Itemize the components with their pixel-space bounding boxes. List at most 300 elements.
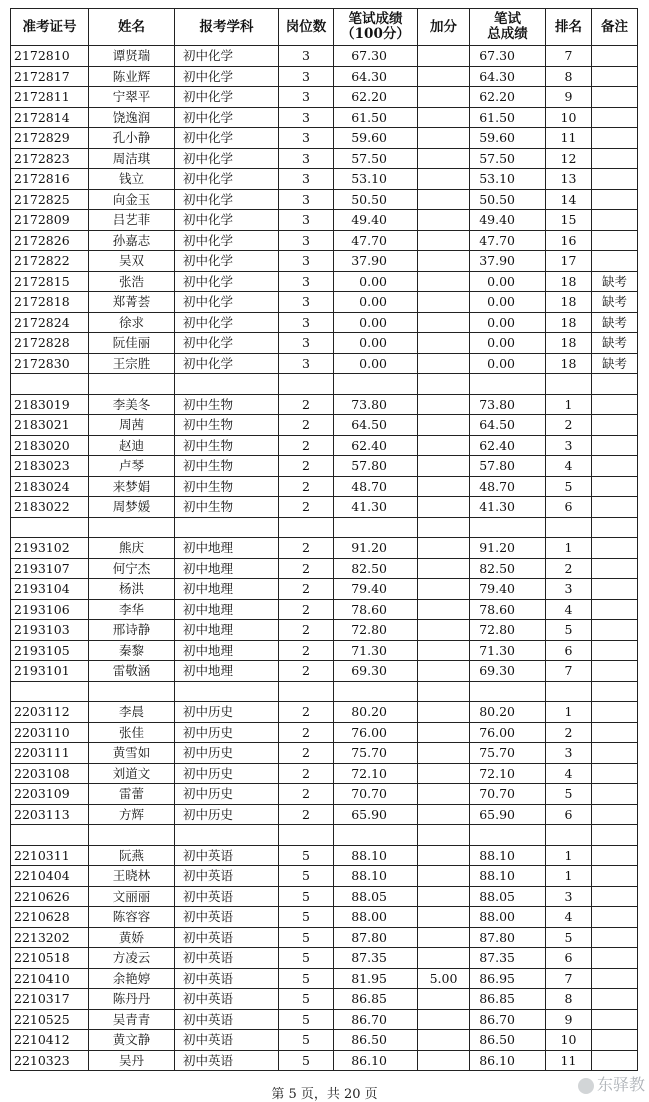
empty-cell — [418, 374, 470, 395]
table-row — [11, 558, 638, 579]
header-name: 姓名 — [89, 9, 175, 46]
cell-name: 黄娇 — [89, 927, 175, 948]
cell-score: 65.90 — [334, 804, 418, 825]
table-row — [11, 702, 638, 723]
cell-id: 2203113 — [11, 804, 89, 825]
cell-total: 70.70 — [470, 784, 546, 805]
cell-score: 73.80 — [334, 394, 418, 415]
cell-name: 杨洪 — [89, 579, 175, 600]
cell-score: 71.30 — [334, 640, 418, 661]
cell-score: 79.40 — [334, 579, 418, 600]
cell-subject: 初中英语 — [175, 886, 279, 907]
cell-name: 郑菁荟 — [89, 292, 175, 313]
cell-bonus — [418, 497, 470, 518]
table-row — [11, 743, 638, 764]
cell-total: 76.00 — [470, 722, 546, 743]
cell-positions: 2 — [279, 538, 334, 559]
table-row — [11, 784, 638, 805]
cell-subject: 初中英语 — [175, 845, 279, 866]
cell-total: 86.95 — [470, 968, 546, 989]
cell-bonus — [418, 292, 470, 313]
header-note: 备注 — [592, 9, 638, 46]
table-row — [11, 333, 638, 354]
cell-id: 2193104 — [11, 579, 89, 600]
empty-cell — [592, 825, 638, 846]
cell-note — [592, 845, 638, 866]
cell-bonus — [418, 333, 470, 354]
section-gap-row — [11, 374, 638, 395]
cell-total: 67.30 — [470, 46, 546, 67]
score-table — [10, 8, 638, 1071]
cell-positions: 2 — [279, 743, 334, 764]
cell-total: 0.00 — [470, 271, 546, 292]
cell-subject: 初中化学 — [175, 292, 279, 313]
cell-id: 2172825 — [11, 189, 89, 210]
cell-rank: 17 — [546, 251, 592, 272]
cell-total: 88.10 — [470, 866, 546, 887]
cell-id: 2183024 — [11, 476, 89, 497]
cell-subject: 初中英语 — [175, 948, 279, 969]
cell-total: 64.30 — [470, 66, 546, 87]
cell-rank: 13 — [546, 169, 592, 190]
cell-note — [592, 497, 638, 518]
empty-cell — [334, 825, 418, 846]
cell-id: 2183023 — [11, 456, 89, 477]
table-row — [11, 271, 638, 292]
cell-positions: 2 — [279, 394, 334, 415]
cell-note — [592, 1050, 638, 1071]
cell-id: 2193103 — [11, 620, 89, 641]
cell-score: 61.50 — [334, 107, 418, 128]
cell-positions: 5 — [279, 866, 334, 887]
cell-subject: 初中化学 — [175, 46, 279, 67]
cell-name: 孙嘉志 — [89, 230, 175, 251]
empty-cell — [279, 517, 334, 538]
cell-total: 88.10 — [470, 845, 546, 866]
cell-rank: 8 — [546, 66, 592, 87]
cell-name: 王宗胜 — [89, 353, 175, 374]
cell-score: 49.40 — [334, 210, 418, 231]
cell-bonus — [418, 128, 470, 149]
cell-bonus — [418, 784, 470, 805]
cell-id: 2213202 — [11, 927, 89, 948]
cell-rank: 16 — [546, 230, 592, 251]
cell-bonus — [418, 722, 470, 743]
cell-rank: 3 — [546, 886, 592, 907]
cell-bonus — [418, 702, 470, 723]
cell-total: 73.80 — [470, 394, 546, 415]
cell-note — [592, 743, 638, 764]
cell-name: 熊庆 — [89, 538, 175, 559]
cell-subject: 初中化学 — [175, 66, 279, 87]
cell-subject: 初中英语 — [175, 927, 279, 948]
cell-positions: 2 — [279, 722, 334, 743]
cell-positions: 5 — [279, 845, 334, 866]
table-row — [11, 907, 638, 928]
cell-positions: 3 — [279, 148, 334, 169]
cell-rank: 5 — [546, 927, 592, 948]
cell-bonus — [418, 46, 470, 67]
cell-subject: 初中英语 — [175, 866, 279, 887]
cell-name: 吴青青 — [89, 1009, 175, 1030]
cell-score: 0.00 — [334, 333, 418, 354]
cell-total: 86.10 — [470, 1050, 546, 1071]
table-row — [11, 620, 638, 641]
cell-note — [592, 599, 638, 620]
cell-bonus — [418, 271, 470, 292]
cell-bonus — [418, 989, 470, 1010]
table-row — [11, 394, 638, 415]
cell-note — [592, 148, 638, 169]
cell-bonus — [418, 476, 470, 497]
cell-name: 方凌云 — [89, 948, 175, 969]
cell-subject: 初中化学 — [175, 148, 279, 169]
cell-subject: 初中英语 — [175, 907, 279, 928]
table-row — [11, 1009, 638, 1030]
cell-note: 缺考 — [592, 312, 638, 333]
cell-subject: 初中历史 — [175, 784, 279, 805]
cell-subject: 初中地理 — [175, 538, 279, 559]
cell-positions: 5 — [279, 1009, 334, 1030]
cell-positions: 3 — [279, 128, 334, 149]
cell-note — [592, 456, 638, 477]
cell-id: 2172824 — [11, 312, 89, 333]
cell-positions: 2 — [279, 476, 334, 497]
table-row — [11, 189, 638, 210]
cell-rank: 1 — [546, 702, 592, 723]
cell-name: 周洁琪 — [89, 148, 175, 169]
cell-id: 2210626 — [11, 886, 89, 907]
cell-subject: 初中化学 — [175, 271, 279, 292]
table-body — [11, 46, 638, 1071]
cell-rank: 8 — [546, 989, 592, 1010]
cell-bonus — [418, 661, 470, 682]
table-row — [11, 230, 638, 251]
cell-note: 缺考 — [592, 292, 638, 313]
table-row — [11, 312, 638, 333]
cell-subject: 初中地理 — [175, 620, 279, 641]
cell-subject: 初中历史 — [175, 743, 279, 764]
cell-score: 0.00 — [334, 271, 418, 292]
cell-score: 41.30 — [334, 497, 418, 518]
empty-cell — [592, 374, 638, 395]
cell-id: 2183019 — [11, 394, 89, 415]
cell-name: 吴丹 — [89, 1050, 175, 1071]
table-row — [11, 948, 638, 969]
empty-cell — [175, 825, 279, 846]
cell-note — [592, 251, 638, 272]
cell-total: 0.00 — [470, 312, 546, 333]
cell-total: 71.30 — [470, 640, 546, 661]
cell-rank: 18 — [546, 333, 592, 354]
cell-note: 缺考 — [592, 353, 638, 374]
cell-subject: 初中化学 — [175, 251, 279, 272]
cell-bonus — [418, 87, 470, 108]
cell-subject: 初中英语 — [175, 1030, 279, 1051]
cell-id: 2183020 — [11, 435, 89, 456]
cell-rank: 7 — [546, 46, 592, 67]
table-row — [11, 722, 638, 743]
cell-score: 91.20 — [334, 538, 418, 559]
table-row — [11, 640, 638, 661]
cell-bonus — [418, 230, 470, 251]
empty-cell — [279, 374, 334, 395]
cell-id: 2172826 — [11, 230, 89, 251]
cell-bonus — [418, 312, 470, 333]
cell-total: 86.50 — [470, 1030, 546, 1051]
cell-rank: 4 — [546, 599, 592, 620]
cell-name: 方辉 — [89, 804, 175, 825]
cell-score: 37.90 — [334, 251, 418, 272]
cell-subject: 初中生物 — [175, 394, 279, 415]
cell-positions: 3 — [279, 312, 334, 333]
cell-positions: 2 — [279, 456, 334, 477]
cell-score: 0.00 — [334, 353, 418, 374]
cell-bonus — [418, 620, 470, 641]
table-row — [11, 292, 638, 313]
cell-rank: 4 — [546, 907, 592, 928]
table-row — [11, 353, 638, 374]
cell-subject: 初中英语 — [175, 1009, 279, 1030]
cell-note — [592, 763, 638, 784]
cell-subject: 初中地理 — [175, 579, 279, 600]
cell-id: 2172829 — [11, 128, 89, 149]
empty-cell — [11, 517, 89, 538]
cell-positions: 3 — [279, 87, 334, 108]
cell-bonus — [418, 927, 470, 948]
cell-bonus — [418, 743, 470, 764]
cell-subject: 初中地理 — [175, 640, 279, 661]
cell-id: 2172828 — [11, 333, 89, 354]
cell-score: 88.00 — [334, 907, 418, 928]
empty-cell — [592, 681, 638, 702]
cell-rank: 5 — [546, 476, 592, 497]
cell-rank: 6 — [546, 948, 592, 969]
cell-bonus — [418, 210, 470, 231]
cell-positions: 5 — [279, 989, 334, 1010]
header-score-line2: （100分） — [341, 26, 410, 42]
cell-note — [592, 128, 638, 149]
score-sheet — [10, 8, 637, 1071]
cell-rank: 10 — [546, 107, 592, 128]
cell-score: 0.00 — [334, 312, 418, 333]
empty-cell — [175, 517, 279, 538]
cell-note — [592, 1030, 638, 1051]
cell-bonus — [418, 948, 470, 969]
cell-subject: 初中生物 — [175, 435, 279, 456]
cell-positions: 3 — [279, 210, 334, 231]
cell-score: 62.20 — [334, 87, 418, 108]
cell-subject: 初中化学 — [175, 189, 279, 210]
cell-note — [592, 415, 638, 436]
cell-note — [592, 476, 638, 497]
cell-bonus — [418, 845, 470, 866]
table-row — [11, 845, 638, 866]
table-header-row — [11, 9, 638, 46]
cell-id: 2172816 — [11, 169, 89, 190]
cell-subject: 初中生物 — [175, 415, 279, 436]
header-positions: 岗位数 — [279, 9, 334, 46]
cell-total: 87.35 — [470, 948, 546, 969]
cell-subject: 初中英语 — [175, 968, 279, 989]
cell-subject: 初中生物 — [175, 476, 279, 497]
cell-name: 赵迪 — [89, 435, 175, 456]
table-row — [11, 476, 638, 497]
cell-note — [592, 907, 638, 928]
cell-positions: 3 — [279, 353, 334, 374]
cell-rank: 10 — [546, 1030, 592, 1051]
table-row — [11, 866, 638, 887]
cell-positions: 5 — [279, 907, 334, 928]
cell-name: 秦黎 — [89, 640, 175, 661]
empty-cell — [546, 681, 592, 702]
section-gap-row — [11, 681, 638, 702]
cell-name: 何宁杰 — [89, 558, 175, 579]
cell-total: 0.00 — [470, 353, 546, 374]
cell-total: 57.50 — [470, 148, 546, 169]
cell-name: 周茜 — [89, 415, 175, 436]
cell-name: 吕艺菲 — [89, 210, 175, 231]
cell-positions: 2 — [279, 702, 334, 723]
header-score — [334, 9, 418, 46]
cell-id: 2183021 — [11, 415, 89, 436]
cell-score: 75.70 — [334, 743, 418, 764]
cell-subject: 初中英语 — [175, 989, 279, 1010]
cell-id: 2172810 — [11, 46, 89, 67]
cell-id: 2193105 — [11, 640, 89, 661]
cell-name: 卢琴 — [89, 456, 175, 477]
table-row — [11, 66, 638, 87]
table-row — [11, 599, 638, 620]
cell-note: 缺考 — [592, 271, 638, 292]
cell-positions: 2 — [279, 763, 334, 784]
empty-cell — [89, 517, 175, 538]
cell-positions: 3 — [279, 66, 334, 87]
table-row — [11, 148, 638, 169]
empty-cell — [546, 825, 592, 846]
cell-bonus — [418, 189, 470, 210]
empty-cell — [89, 825, 175, 846]
page-footer: 第 5 页，共 20 页 — [271, 1087, 378, 1102]
cell-rank: 5 — [546, 784, 592, 805]
cell-total: 62.40 — [470, 435, 546, 456]
cell-positions: 2 — [279, 661, 334, 682]
cell-name: 吴双 — [89, 251, 175, 272]
cell-positions: 5 — [279, 1030, 334, 1051]
header-total — [470, 9, 546, 46]
cell-score: 87.35 — [334, 948, 418, 969]
cell-positions: 3 — [279, 46, 334, 67]
empty-cell — [470, 517, 546, 538]
cell-id: 2203108 — [11, 763, 89, 784]
empty-cell — [334, 517, 418, 538]
cell-positions: 5 — [279, 1050, 334, 1071]
cell-id: 2203109 — [11, 784, 89, 805]
cell-name: 宁翠平 — [89, 87, 175, 108]
cell-bonus: 5.00 — [418, 968, 470, 989]
cell-bonus — [418, 886, 470, 907]
cell-rank: 1 — [546, 538, 592, 559]
cell-score: 50.50 — [334, 189, 418, 210]
cell-note — [592, 435, 638, 456]
cell-positions: 2 — [279, 784, 334, 805]
cell-rank: 3 — [546, 743, 592, 764]
cell-score: 88.10 — [334, 866, 418, 887]
cell-total: 69.30 — [470, 661, 546, 682]
table-row — [11, 169, 638, 190]
empty-cell — [11, 681, 89, 702]
cell-id: 2210412 — [11, 1030, 89, 1051]
cell-bonus — [418, 456, 470, 477]
cell-total: 57.80 — [470, 456, 546, 477]
cell-note — [592, 968, 638, 989]
cell-score: 0.00 — [334, 292, 418, 313]
cell-positions: 5 — [279, 927, 334, 948]
cell-note — [592, 189, 638, 210]
cell-id: 2172818 — [11, 292, 89, 313]
cell-note — [592, 169, 638, 190]
cell-total: 91.20 — [470, 538, 546, 559]
cell-id: 2172830 — [11, 353, 89, 374]
table-row — [11, 804, 638, 825]
cell-total: 50.50 — [470, 189, 546, 210]
cell-id: 2203110 — [11, 722, 89, 743]
cell-subject: 初中化学 — [175, 312, 279, 333]
cell-id: 2210317 — [11, 989, 89, 1010]
cell-name: 谭贤瑞 — [89, 46, 175, 67]
cell-id: 2210410 — [11, 968, 89, 989]
section-gap-row — [11, 825, 638, 846]
cell-id: 2210518 — [11, 948, 89, 969]
table-row — [11, 763, 638, 784]
table-row — [11, 989, 638, 1010]
cell-total: 82.50 — [470, 558, 546, 579]
cell-total: 72.10 — [470, 763, 546, 784]
cell-name: 雷蕾 — [89, 784, 175, 805]
cell-rank: 2 — [546, 558, 592, 579]
cell-id: 2183022 — [11, 497, 89, 518]
cell-positions: 3 — [279, 169, 334, 190]
cell-id: 2172822 — [11, 251, 89, 272]
cell-name: 文丽丽 — [89, 886, 175, 907]
cell-subject: 初中化学 — [175, 107, 279, 128]
cell-positions: 3 — [279, 333, 334, 354]
cell-score: 86.10 — [334, 1050, 418, 1071]
cell-score: 64.30 — [334, 66, 418, 87]
cell-bonus — [418, 866, 470, 887]
table-row — [11, 497, 638, 518]
cell-positions: 3 — [279, 189, 334, 210]
cell-score: 59.60 — [334, 128, 418, 149]
cell-name: 陈丹丹 — [89, 989, 175, 1010]
cell-name: 刘道文 — [89, 763, 175, 784]
watermark-text: 东驿教 — [596, 1075, 645, 1094]
cell-rank: 6 — [546, 804, 592, 825]
cell-subject: 初中历史 — [175, 763, 279, 784]
cell-rank: 3 — [546, 579, 592, 600]
cell-rank: 12 — [546, 148, 592, 169]
empty-cell — [546, 517, 592, 538]
table-row — [11, 210, 638, 231]
cell-score: 64.50 — [334, 415, 418, 436]
table-row — [11, 46, 638, 67]
empty-cell — [418, 825, 470, 846]
cell-bonus — [418, 558, 470, 579]
cell-id: 2172811 — [11, 87, 89, 108]
empty-cell — [279, 825, 334, 846]
cell-rank: 7 — [546, 661, 592, 682]
cell-score: 72.10 — [334, 763, 418, 784]
